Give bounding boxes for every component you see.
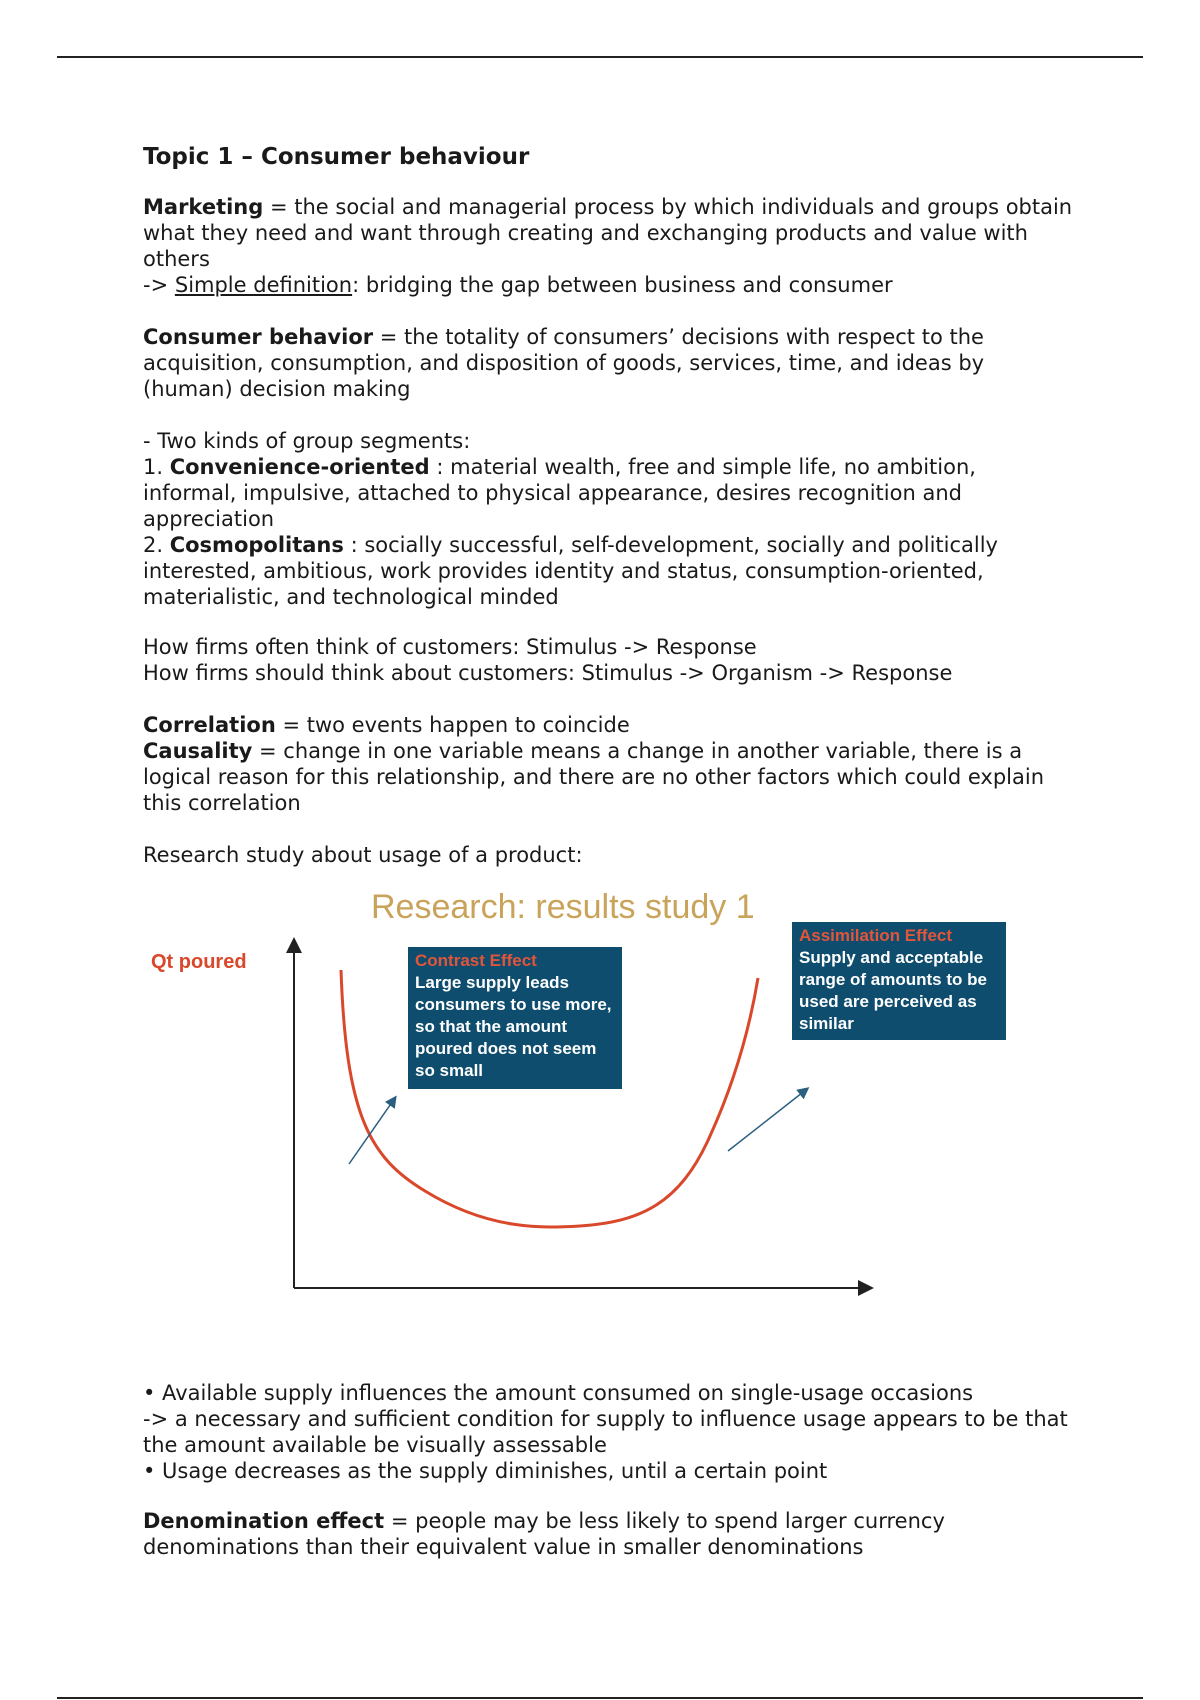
correlation-definition: Correlation = two events happen to coincide [143, 713, 630, 737]
denomination-definition: Denomination effect = people may be less likely to spend larger currency denominations than their equivalent value in smaller denominations [143, 1509, 945, 1559]
consumer-behavior-term: Consumer behavior [143, 325, 374, 349]
contrast-effect-box [408, 947, 622, 1089]
causality-definition: Causality = change in one variable means a change in another variable, there is a logical reason for this relationship, and there are no other factors which could explain this correlation [143, 739, 1045, 815]
contrast-effect-text: Large supply leads consumers to use more, so that the amount poured does not seem so small [415, 973, 612, 1080]
assimilation-effect-text: Supply and acceptable range of amounts to be used are perceived as similar [799, 948, 987, 1033]
contrast-arrow [349, 1098, 395, 1164]
contrast-effect-title: Contrast Effect [415, 951, 537, 970]
marketing-definition: Marketing = the social and managerial process by which individuals and groups obtain what they need and want through creating and exchanging products and value with others [143, 195, 1073, 271]
consumer-behavior-definition: Consumer behavior = the totality of consumers’ decisions with respect to the acquisition, consumption, and disposition of goods, services, time, and ideas by (human) decision making [143, 325, 985, 401]
y-axis-label: Qt poured [151, 951, 247, 973]
assimilation-effect-box [792, 922, 1006, 1040]
research-intro: Research study about usage of a product: [143, 843, 583, 867]
segments-intro: - Two kinds of group segments: [143, 429, 471, 453]
top-rule [57, 56, 1143, 58]
segment-item: 2. Cosmopolitans : socially successful, self-development, socially and politically interested, ambitious, work provides identity and status, consumption-oriented, materialistic, and technological minded [143, 533, 998, 609]
marketing-simple: -> Simple definition: bridging the gap between business and consumer [143, 273, 893, 297]
assimilation-arrow [728, 1089, 807, 1151]
research-chart [143, 886, 1073, 1346]
document-body [143, 142, 1073, 1560]
finding-bullet-2: • Usage decreases as the supply diminishes, until a certain point [143, 1459, 828, 1483]
chart-title: Research: results study 1 [371, 888, 755, 926]
simple-definition-label: Simple definition [174, 273, 353, 297]
marketing-term: Marketing [143, 195, 264, 219]
bottom-rule [57, 1697, 1143, 1699]
firms-often: How firms often think of customers: Stimulus -> Response [143, 635, 757, 659]
finding-note: -> a necessary and sufficient condition for supply to influence usage appears to be that the amount available be visually assessable [143, 1407, 1068, 1457]
assimilation-effect-title: Assimilation Effect [799, 926, 953, 945]
firms-should: How firms should think about customers: Stimulus -> Organism -> Response [143, 661, 953, 685]
segment-item: 1. Convenience-oriented : material wealth, free and simple life, no ambition, informal, impulsive, attached to physical appearance, desires recognition and appreciation [143, 455, 976, 531]
page-title: Topic 1 – Consumer behaviour [143, 144, 530, 170]
finding-bullet-1: • Available supply influences the amount consumed on single-usage occasions [143, 1381, 974, 1405]
